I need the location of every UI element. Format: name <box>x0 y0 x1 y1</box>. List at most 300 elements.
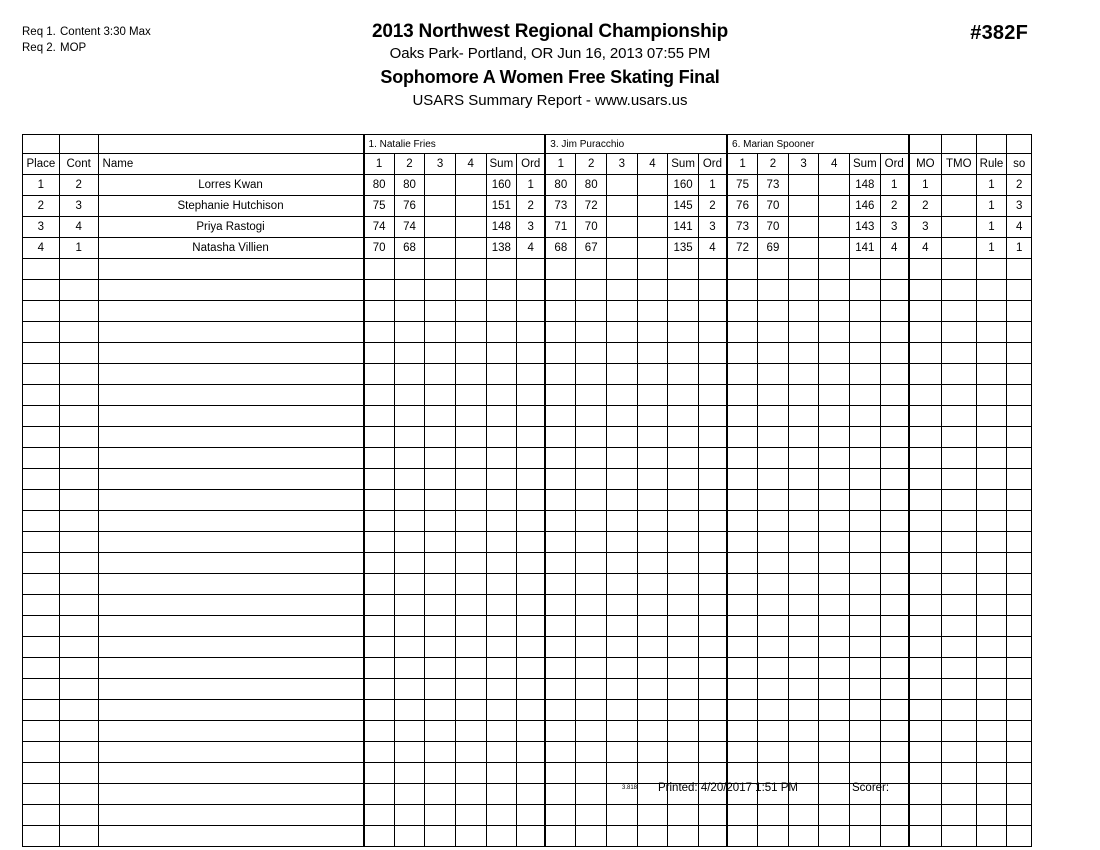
cell-j2-score-2 <box>576 595 607 616</box>
cell-j3-score-1 <box>727 616 758 637</box>
cell-j1-score-2 <box>394 616 425 637</box>
header-mo: MO <box>909 154 942 175</box>
cell-place: 1 <box>23 175 60 196</box>
cell-j1-ord <box>517 826 546 847</box>
cell-j3-sum <box>850 364 881 385</box>
table-row-empty <box>23 322 1032 343</box>
cell-j2-score-4 <box>637 301 668 322</box>
cell-j2-score-4 <box>637 259 668 280</box>
cell-j3-score-1: 72 <box>727 238 758 259</box>
cell-j1-score-3 <box>425 742 456 763</box>
cell-j3-score-3 <box>788 616 819 637</box>
cell-j3-score-3 <box>788 700 819 721</box>
cell-mo <box>909 595 942 616</box>
cell-j1-score-4 <box>455 469 486 490</box>
cell-j3-ord <box>880 721 909 742</box>
cell-j3-sum <box>850 343 881 364</box>
cell-j3-score-3 <box>788 280 819 301</box>
cell-j3-sum <box>850 427 881 448</box>
cell-j1-ord <box>517 490 546 511</box>
cell-j3-sum <box>850 637 881 658</box>
cell-j3-score-4 <box>819 574 850 595</box>
cell-cont <box>59 721 98 742</box>
cell-cont <box>59 490 98 511</box>
cell-j3-score-3 <box>788 322 819 343</box>
cell-j2-score-4 <box>637 238 668 259</box>
cell-j2-score-4 <box>637 364 668 385</box>
cell-tmo <box>941 511 976 532</box>
header-j1-ord: Ord <box>517 154 546 175</box>
cell-mo <box>909 511 942 532</box>
cell-j3-score-2 <box>758 301 789 322</box>
header-so: so <box>1007 154 1032 175</box>
cell-j2-ord <box>698 553 727 574</box>
cell-j2-score-1 <box>545 826 576 847</box>
cell-j1-score-4 <box>455 826 486 847</box>
cell-j2-score-2: 70 <box>576 217 607 238</box>
cell-j1-score-4 <box>455 301 486 322</box>
cell-so <box>1007 826 1032 847</box>
column-header-row <box>23 154 1032 175</box>
cell-j2-sum <box>668 658 699 679</box>
cell-j1-score-1 <box>364 322 395 343</box>
cell-mo <box>909 679 942 700</box>
cell-mo <box>909 658 942 679</box>
cell-j2-score-1 <box>545 805 576 826</box>
cell-name <box>98 574 363 595</box>
table-row-empty <box>23 742 1032 763</box>
cell-j1-score-2 <box>394 679 425 700</box>
cell-rule <box>976 742 1007 763</box>
report-subtitle: USARS Summary Report - www.usars.us <box>412 92 688 109</box>
cell-j2-score-4 <box>637 469 668 490</box>
cell-j3-score-3 <box>788 658 819 679</box>
cell-so <box>1007 595 1032 616</box>
cell-j2-score-1 <box>545 784 576 805</box>
cell-tmo <box>941 238 976 259</box>
cell-j3-score-3 <box>788 238 819 259</box>
cell-j3-sum <box>850 595 881 616</box>
cell-j2-ord: 3 <box>698 217 727 238</box>
table-row-empty <box>23 448 1032 469</box>
cell-place: 2 <box>23 196 60 217</box>
cell-so <box>1007 301 1032 322</box>
cell-name <box>98 259 363 280</box>
cell-j3-score-1 <box>727 574 758 595</box>
cell-tmo <box>941 784 976 805</box>
cell-so <box>1007 700 1032 721</box>
cell-j1-sum <box>486 469 517 490</box>
cell-j2-sum <box>668 301 699 322</box>
cell-so <box>1007 532 1032 553</box>
cell-j2-ord <box>698 280 727 301</box>
cell-mo <box>909 259 942 280</box>
cell-j3-score-4 <box>819 385 850 406</box>
cell-j1-sum <box>486 616 517 637</box>
cell-j2-ord <box>698 616 727 637</box>
cell-j3-score-1 <box>727 322 758 343</box>
cell-so: 3 <box>1007 196 1032 217</box>
cell-tmo <box>941 469 976 490</box>
cell-tmo <box>941 196 976 217</box>
cell-rule <box>976 700 1007 721</box>
cell-j3-score-2 <box>758 574 789 595</box>
cell-j3-score-1 <box>727 364 758 385</box>
cell-j2-score-1 <box>545 574 576 595</box>
cell-place <box>23 280 60 301</box>
cell-j2-score-3 <box>607 511 638 532</box>
table-row-empty <box>23 364 1032 385</box>
cell-so <box>1007 658 1032 679</box>
cell-rule: 1 <box>976 238 1007 259</box>
cell-name <box>98 448 363 469</box>
cell-j1-score-3 <box>425 658 456 679</box>
cell-j2-score-2 <box>576 406 607 427</box>
cell-j3-sum <box>850 385 881 406</box>
cell-j1-score-4 <box>455 700 486 721</box>
cell-j3-score-4 <box>819 826 850 847</box>
cell-j1-score-3 <box>425 364 456 385</box>
cell-j1-score-2 <box>394 427 425 448</box>
cell-j2-score-3 <box>607 406 638 427</box>
table-row-empty <box>23 469 1032 490</box>
table-row-empty <box>23 658 1032 679</box>
cell-mo <box>909 301 942 322</box>
cell-so <box>1007 679 1032 700</box>
cell-j3-score-2 <box>758 805 789 826</box>
cell-place <box>23 385 60 406</box>
cell-name <box>98 595 363 616</box>
cell-j2-score-4 <box>637 175 668 196</box>
cell-place <box>23 343 60 364</box>
cell-rule <box>976 658 1007 679</box>
cell-j3-score-3 <box>788 301 819 322</box>
cell-name <box>98 469 363 490</box>
cell-j1-ord <box>517 763 546 784</box>
cell-place <box>23 763 60 784</box>
cell-j3-score-1 <box>727 721 758 742</box>
cell-j3-score-3 <box>788 259 819 280</box>
cell-so <box>1007 742 1032 763</box>
cell-rule <box>976 406 1007 427</box>
cell-rule: 1 <box>976 175 1007 196</box>
cell-tmo <box>941 280 976 301</box>
cell-mo <box>909 637 942 658</box>
cell-j3-ord <box>880 490 909 511</box>
cell-name: Stephanie Hutchison <box>98 196 363 217</box>
cell-j3-ord <box>880 616 909 637</box>
cell-j1-sum <box>486 364 517 385</box>
cell-place <box>23 721 60 742</box>
cell-j1-ord: 3 <box>517 217 546 238</box>
cell-j1-score-3 <box>425 616 456 637</box>
cell-tmo <box>941 805 976 826</box>
cell-j2-sum <box>668 826 699 847</box>
cell-j1-ord <box>517 616 546 637</box>
cell-j1-ord: 2 <box>517 196 546 217</box>
cell-tmo <box>941 322 976 343</box>
cell-j2-score-3 <box>607 595 638 616</box>
cell-j1-score-3 <box>425 406 456 427</box>
cell-cont <box>59 427 98 448</box>
cell-j3-ord <box>880 658 909 679</box>
cell-j1-score-1 <box>364 553 395 574</box>
judge-header-row <box>23 135 1032 154</box>
header-j2-ord: Ord <box>698 154 727 175</box>
cell-j2-score-4 <box>637 448 668 469</box>
cell-j3-sum <box>850 490 881 511</box>
cell-j1-sum <box>486 742 517 763</box>
cell-j1-ord <box>517 532 546 553</box>
cell-j2-score-4 <box>637 532 668 553</box>
cell-j3-ord <box>880 742 909 763</box>
cell-j3-score-4 <box>819 595 850 616</box>
cell-j3-score-1 <box>727 763 758 784</box>
cell-rule <box>976 490 1007 511</box>
cell-name <box>98 490 363 511</box>
cell-j3-score-3 <box>788 364 819 385</box>
cell-place <box>23 406 60 427</box>
cell-j2-score-2 <box>576 469 607 490</box>
cell-j2-sum <box>668 553 699 574</box>
cell-j3-sum: 141 <box>850 238 881 259</box>
cell-j1-score-3 <box>425 448 456 469</box>
cell-cont <box>59 469 98 490</box>
cell-j3-score-3 <box>788 574 819 595</box>
cell-j1-ord <box>517 280 546 301</box>
cell-j1-score-4 <box>455 196 486 217</box>
cell-so <box>1007 322 1032 343</box>
cell-j3-ord <box>880 574 909 595</box>
cell-j2-sum: 141 <box>668 217 699 238</box>
cell-j3-score-4 <box>819 679 850 700</box>
page-title: 2013 Northwest Regional Championship <box>372 21 728 42</box>
cell-place <box>23 490 60 511</box>
cell-j1-sum: 138 <box>486 238 517 259</box>
cell-j2-score-3 <box>607 679 638 700</box>
cell-j3-ord <box>880 763 909 784</box>
cell-j2-score-3 <box>607 574 638 595</box>
cell-place: 4 <box>23 238 60 259</box>
cell-j1-score-3 <box>425 385 456 406</box>
cell-j2-score-1 <box>545 280 576 301</box>
cell-j1-score-2 <box>394 763 425 784</box>
table-row <box>23 175 1032 196</box>
cell-so: 1 <box>1007 238 1032 259</box>
cell-j2-score-3 <box>607 469 638 490</box>
cell-j3-sum <box>850 763 881 784</box>
cell-j3-sum <box>850 532 881 553</box>
cell-j2-ord <box>698 385 727 406</box>
cell-j3-ord <box>880 469 909 490</box>
cell-j2-score-3 <box>607 175 638 196</box>
cell-j3-score-4 <box>819 364 850 385</box>
cell-place <box>23 616 60 637</box>
cell-j3-score-4 <box>819 406 850 427</box>
cell-j2-score-2 <box>576 658 607 679</box>
cell-j2-sum: 135 <box>668 238 699 259</box>
cell-j3-score-4 <box>819 469 850 490</box>
cell-j2-score-4 <box>637 658 668 679</box>
cell-j3-score-2 <box>758 595 789 616</box>
cell-j2-ord <box>698 406 727 427</box>
cell-j3-score-4 <box>819 238 850 259</box>
cell-j3-score-3 <box>788 469 819 490</box>
cell-j1-score-2 <box>394 280 425 301</box>
table-row-empty <box>23 616 1032 637</box>
cell-j1-sum <box>486 490 517 511</box>
cell-j1-score-1 <box>364 448 395 469</box>
cell-mo <box>909 322 942 343</box>
spacer-cell <box>941 135 976 154</box>
cell-j3-ord <box>880 406 909 427</box>
cell-j1-score-3 <box>425 217 456 238</box>
cell-j1-ord <box>517 343 546 364</box>
cell-j1-score-3 <box>425 175 456 196</box>
cell-j3-score-2 <box>758 280 789 301</box>
cell-mo <box>909 448 942 469</box>
cell-j2-score-1 <box>545 721 576 742</box>
cell-j3-score-2 <box>758 322 789 343</box>
cell-j2-score-4 <box>637 826 668 847</box>
requirement-text: Content 3:30 Max <box>60 26 151 38</box>
cell-j1-sum: 151 <box>486 196 517 217</box>
cell-j1-score-4 <box>455 217 486 238</box>
cell-j3-score-1: 75 <box>727 175 758 196</box>
cell-place <box>23 511 60 532</box>
cell-so: 4 <box>1007 217 1032 238</box>
cell-j3-score-1 <box>727 406 758 427</box>
cell-name <box>98 301 363 322</box>
cell-name: Priya Rastogi <box>98 217 363 238</box>
cell-cont <box>59 364 98 385</box>
cell-j2-ord <box>698 679 727 700</box>
cell-j1-score-2 <box>394 784 425 805</box>
cell-j3-sum <box>850 280 881 301</box>
cell-j2-score-2 <box>576 427 607 448</box>
cell-cont: 2 <box>59 175 98 196</box>
cell-j1-ord <box>517 427 546 448</box>
cell-j1-score-1 <box>364 658 395 679</box>
cell-j3-score-4 <box>819 784 850 805</box>
cell-j2-score-1 <box>545 700 576 721</box>
cell-j2-score-1 <box>545 511 576 532</box>
cell-j3-score-2 <box>758 700 789 721</box>
table-row-empty <box>23 826 1032 847</box>
cell-j3-score-2 <box>758 826 789 847</box>
cell-j1-score-2 <box>394 448 425 469</box>
table-row-empty <box>23 553 1032 574</box>
cell-cont <box>59 595 98 616</box>
cell-j3-ord <box>880 553 909 574</box>
cell-rule <box>976 280 1007 301</box>
cell-j1-sum <box>486 301 517 322</box>
cell-name: Lorres Kwan <box>98 175 363 196</box>
cell-j2-score-3 <box>607 700 638 721</box>
cell-j3-ord <box>880 259 909 280</box>
requirement-label: Req 2. <box>22 42 56 54</box>
cell-mo <box>909 385 942 406</box>
cell-j1-score-2 <box>394 742 425 763</box>
cell-j1-sum <box>486 826 517 847</box>
cell-j2-score-3 <box>607 490 638 511</box>
cell-mo <box>909 763 942 784</box>
cell-tmo <box>941 343 976 364</box>
cell-j2-score-4 <box>637 595 668 616</box>
cell-rule <box>976 805 1007 826</box>
cell-j2-ord <box>698 364 727 385</box>
cell-j3-sum: 148 <box>850 175 881 196</box>
cell-cont <box>59 301 98 322</box>
table-row-empty <box>23 595 1032 616</box>
cell-j1-score-2: 80 <box>394 175 425 196</box>
cell-j1-score-4 <box>455 385 486 406</box>
cell-j2-score-3 <box>607 280 638 301</box>
table-row-empty <box>23 721 1032 742</box>
cell-rule <box>976 679 1007 700</box>
cell-name <box>98 385 363 406</box>
cell-j3-score-3 <box>788 196 819 217</box>
table-row-empty <box>23 301 1032 322</box>
judge-3-name: 6. Marian Spooner <box>727 135 909 154</box>
cell-j3-score-1 <box>727 427 758 448</box>
cell-cont <box>59 574 98 595</box>
cell-j3-score-2 <box>758 763 789 784</box>
cell-j3-score-1 <box>727 448 758 469</box>
cell-tmo <box>941 406 976 427</box>
cell-j1-ord <box>517 301 546 322</box>
cell-j3-sum <box>850 511 881 532</box>
cell-rule <box>976 763 1007 784</box>
cell-j1-score-2 <box>394 637 425 658</box>
cell-j3-ord: 4 <box>880 238 909 259</box>
cell-j1-score-3 <box>425 784 456 805</box>
cell-j2-ord <box>698 490 727 511</box>
cell-so <box>1007 448 1032 469</box>
cell-j2-score-2 <box>576 616 607 637</box>
cell-rule <box>976 511 1007 532</box>
cell-j1-score-1 <box>364 532 395 553</box>
cell-tmo <box>941 217 976 238</box>
spacer-cell <box>59 135 98 154</box>
cell-j1-score-1 <box>364 595 395 616</box>
cell-j3-sum <box>850 469 881 490</box>
cell-j1-ord <box>517 700 546 721</box>
cell-j3-score-1 <box>727 742 758 763</box>
cell-j3-score-3 <box>788 385 819 406</box>
cell-j2-score-3 <box>607 343 638 364</box>
cell-j2-ord <box>698 700 727 721</box>
cell-j3-score-4 <box>819 742 850 763</box>
cell-j2-score-3 <box>607 448 638 469</box>
cell-tmo <box>941 175 976 196</box>
cell-j3-score-4 <box>819 763 850 784</box>
cell-cont: 4 <box>59 217 98 238</box>
cell-j1-sum <box>486 679 517 700</box>
cell-j1-score-2 <box>394 259 425 280</box>
cell-j1-score-1 <box>364 763 395 784</box>
cell-j3-score-4 <box>819 322 850 343</box>
cell-j1-score-4 <box>455 280 486 301</box>
cell-j3-ord: 1 <box>880 175 909 196</box>
cell-j2-score-4 <box>637 679 668 700</box>
cell-j1-score-2 <box>394 553 425 574</box>
cell-j3-ord <box>880 385 909 406</box>
cell-j1-sum <box>486 658 517 679</box>
cell-j3-score-2 <box>758 637 789 658</box>
cell-so <box>1007 469 1032 490</box>
cell-j2-score-2 <box>576 742 607 763</box>
